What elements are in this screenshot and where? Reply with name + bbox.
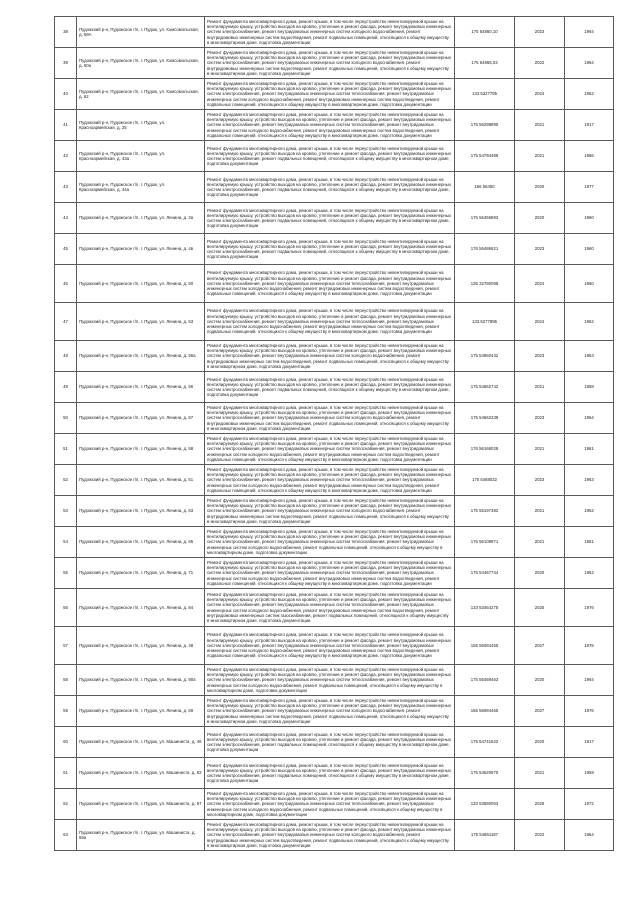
address-cell: Пудожский р-н, Пудожское г/п, г. Пудож, ул. Ленина, д. 3а [77, 203, 205, 234]
repair-register-table [54, 16, 614, 851]
row-number-cell: 59 [55, 696, 77, 727]
table-row [55, 558, 614, 589]
address-cell: Пудожский р-н, Пудожское г/п, г. Пудож, ул. Машиниста, д. 62 [77, 758, 205, 789]
work-types-cell: Ремонт фундамента многоквартирного дома, ремонт крыши, в том числе переустройство невентилируемой крыши на вентилируемую крышу, устройство выходов на кровлю, утепление и ремонт фасада, ремонт внутридомовых инженерных систем электроснабжения, ремонт внутридомовых инженерных систем теплоснабжения, ремонт внутридомовых инженерных систем холодного водоснабжения, ремонт подвальных помещений, относящихся к общему имуществу в многоквартирном доме, подготовка документации [205, 527, 455, 558]
planned-year-cell: 2023 [515, 465, 565, 496]
table-row [55, 789, 614, 820]
work-types-cell: Ремонт фундамента многоквартирного дома, ремонт крыши, в том числе переустройство невентилируемой крыши на вентилируемую крышу, устройство выходов на кровлю, утепление и ремонт фасада, ремонт внутридомовых инженерных систем электроснабжения, ремонт внутридомовых инженерных систем теплоснабжения, ремонт внутридомовых инженерных систем холодного водоснабжения, ремонт внутридомовых инженерных систем водоотведения, ремонт подвальных помещений, относящихся к общему имуществу в многоквартирном доме, подготовка документации [205, 110, 455, 141]
address-cell: Пудожский р-н, Пудожское г/п, г. Пудож, ул. Красноармейская, д. 25 [77, 110, 205, 141]
cost-cell: 176 56298895 [455, 110, 515, 141]
address-cell: Пудожский р-н, Пудожское г/п, г. Пудож, ул. Ленина, д. 57 [77, 403, 205, 434]
table-body [55, 17, 614, 851]
work-types-cell: Ремонт фундамента многоквартирного дома, ремонт крыши, в том числе переустройство невентилируемой крыши на вентилируемую крышу, устройство выходов на кровлю, утепление и ремонт фасада, ремонт внутридомовых инженерных систем электроснабжения, ремонт внутридомовых инженерных систем теплоснабжения, ремонт внутридомовых инженерных систем холодного водоснабжения, ремонт внутридомовых инженерных систем водоотведения, ремонт подвальных помещений, относящихся к общему имуществу в многоквартирном доме, подготовка документации [205, 79, 455, 110]
table-row [55, 234, 614, 265]
work-types-cell: Ремонт фундамента многоквартирного дома, ремонт крыши, в том числе переустройство невентилируемой крыши на вентилируемую крышу, устройство выходов на кровлю, утепление и ремонт фасада, ремонт внутридомовых инженерных систем электроснабжения, ремонт подвальных помещений, относящихся к общему имуществу в многоквартирном доме, подготовка документации [205, 203, 455, 234]
cost-cell: 175 54865,03 [455, 48, 515, 79]
row-number-cell: 52 [55, 465, 77, 496]
cost-cell: 133 53464275 [455, 589, 515, 627]
cost-cell: 175 55469463 [455, 665, 515, 696]
cost-cell: 133 5277895 [455, 303, 515, 341]
planned-year-cell: 2023 [515, 17, 565, 48]
address-cell: Пудожский р-н, Пудожское г/п, г. Пудож, ул. Машиниста, д. 57 [77, 789, 205, 820]
cost-cell: 175 54620975 [455, 758, 515, 789]
work-types-cell: Ремонт фундамента многоквартирного дома, ремонт крыши, в том числе переустройство невентилируемой крыши на вентилируемую крышу, устройство выходов на кровлю, утепление и ремонт фасада, ремонт внутридомовых инженерных систем электроснабжения, ремонт внутридомовых инженерных систем холодного водоснабжения, ремонт внутридомовых инженерных систем водоотведения, ремонт подвальных помещений, относящихся к общему имуществу в многоквартирном доме, подготовка документации [205, 403, 455, 434]
planned-year-cell: 2021 [515, 434, 565, 465]
construction-year-cell: 1962 [565, 558, 614, 589]
cost-cell: 176 56108971 [455, 527, 515, 558]
cost-cell: 156 56450 [455, 172, 515, 203]
planned-year-cell: 2021 [515, 496, 565, 527]
row-number-cell: 38 [55, 17, 77, 48]
construction-year-cell: 1976 [565, 589, 614, 627]
cost-cell: 175 54861187 [455, 820, 515, 851]
table-row [55, 303, 614, 341]
work-types-cell: Ремонт фундамента многоквартирного дома, ремонт крыши, в том числе переустройство невентилируемой крыши на вентилируемую крышу, устройство выходов на кровлю, утепление и ремонт фасада, ремонт внутридомовых инженерных систем электроснабжения, ремонт подвальных помещений, относящихся к общему имуществу в многоквартирном доме, подготовка документации [205, 141, 455, 172]
planned-year-cell: 2020 [515, 172, 565, 203]
construction-year-cell: 1966 [565, 141, 614, 172]
construction-year-cell: 1962 [565, 303, 614, 341]
table-row [55, 727, 614, 758]
work-types-cell: Ремонт фундамента многоквартирного дома, ремонт крыши, в том числе переустройство невентилируемой крыши на вентилируемую крышу, устройство выходов на кровлю, утепление и ремонт фасада, ремонт внутридомовых инженерных систем электроснабжения, ремонт внутридомовых инженерных систем холодного водоснабжения, ремонт внутридомовых инженерных систем водоотведения, ремонт подвальных помещений, относящихся к общему имуществу в многоквартирном доме, подготовка документации [205, 341, 455, 372]
table-row [55, 527, 614, 558]
address-cell: Пудожский р-н, Пудожское г/п, г. Пудож, ул. Ленина, д. 65 [77, 527, 205, 558]
planned-year-cell: 2021 [515, 758, 565, 789]
planned-year-cell: 2022 [515, 820, 565, 851]
cost-cell: 133 5327795 [455, 79, 515, 110]
row-number-cell: 58 [55, 665, 77, 696]
construction-year-cell: 1962 [565, 496, 614, 527]
planned-year-cell: 2020 [515, 727, 565, 758]
table-row [55, 110, 614, 141]
work-types-cell: Ремонт фундамента многоквартирного дома, ремонт крыши, в том числе переустройство невентилируемой крыши на вентилируемую крышу, устройство выходов на кровлю, утепление и ремонт фасада, ремонт внутридомовых инженерных систем электроснабжения, ремонт внутридомовых инженерных систем теплоснабжения, ремонт внутридомовых инженерных систем холодного водоснабжения, ремонт подвальных помещений, относящихся к общему имуществу в многоквартирном доме, подготовка документации [205, 665, 455, 696]
row-number-cell: 48 [55, 341, 77, 372]
table-row [55, 589, 614, 627]
construction-year-cell: 1917 [565, 110, 614, 141]
table-row [55, 696, 614, 727]
work-types-cell: Ремонт фундамента многоквартирного дома, ремонт крыши, в том числе переустройство невентилируемой крыши на вентилируемую крышу, устройство выходов на кровлю, утепление и ремонт фасада, ремонт внутридомовых инженерных систем электроснабжения, ремонт внутридомовых инженерных систем теплоснабжения, ремонт внутридомовых инженерных систем холодного водоснабжения, ремонт внутридомовых инженерных систем водоотведения, ремонт подвальных помещений, относящихся к общему имуществу в многоквартирном доме, подготовка документации [205, 303, 455, 341]
cost-cell: 175 54794489 [455, 141, 515, 172]
work-types-cell: Ремонт фундамента многоквартирного дома, ремонт крыши, в том числе переустройство невентилируемой крыши на вентилируемую крышу, устройство выходов на кровлю, утепление и ремонт фасада, ремонт внутридомовых инженерных систем электроснабжения, ремонт внутридомовых инженерных систем теплоснабжения, ремонт внутридомовых инженерных систем холодного водоснабжения, ремонт подвальных помещений, относящихся к общему имуществу в многоквартирном доме, подготовка документации [205, 789, 455, 820]
row-number-cell: 51 [55, 434, 77, 465]
cost-cell: 176 54467744 [455, 558, 515, 589]
cost-cell: 175 5468032 [455, 465, 515, 496]
planned-year-cell: 2027 [515, 627, 565, 665]
row-number-cell: 61 [55, 758, 77, 789]
table-row [55, 627, 614, 665]
row-number-cell: 45 [55, 234, 77, 265]
address-cell: Пудожский р-н, Пудожское г/п, г. Пудож, ул. Ленина, д. 69 [77, 696, 205, 727]
table-row [55, 203, 614, 234]
work-types-cell: Ремонт фундамента многоквартирного дома, ремонт крыши, в том числе переустройство невентилируемой крыши на вентилируемую крышу, устройство выходов на кровлю, утепление и ремонт фасада, ремонт внутридомовых инженерных систем электроснабжения, ремонт внутридомовых инженерных систем теплоснабжения, ремонт внутридомовых инженерных систем холодного водоснабжения, ремонт внутридомовых инженерных систем водоотведения, ремонт подвальных помещений, относящихся к общему имуществу в многоквартирном доме, подготовка документации [205, 465, 455, 496]
cost-cell: 175 54860432 [455, 341, 515, 372]
work-types-cell: Ремонт фундамента многоквартирного дома, ремонт крыши, в том числе переустройство невентилируемой крыши на вентилируемую крышу, устройство выходов на кровлю, утепление и ремонт фасада, ремонт внутридомовых инженерных систем электроснабжения, ремонт подвальных помещений, относящихся к общему имуществу в многоквартирном доме, подготовка документации [205, 727, 455, 758]
work-types-cell: Ремонт фундамента многоквартирного дома, ремонт крыши, в том числе переустройство невентилируемой крыши на вентилируемую крышу, устройство выходов на кровлю, утепление и ремонт фасада, ремонт внутридомовых инженерных систем электроснабжения, ремонт внутридомовых инженерных систем теплоснабжения, ремонт внутридомовых инженерных систем холодного водоснабжения, ремонт внутридомовых инженерных систем водоотведения, ремонт подвальных помещений, относящихся к общему имуществу в многоквартирном доме, подготовка документации [205, 627, 455, 665]
address-cell: Пудожский р-н, Пудожское г/п, г. Пудож, ул. Ленина, д. 56 [77, 372, 205, 403]
planned-year-cell: 2021 [515, 372, 565, 403]
table-row [55, 141, 614, 172]
address-cell: Пудожский р-н, Пудожское г/п, г. Пудож, ул. Ленина, д. 55а [77, 341, 205, 372]
table-row [55, 17, 614, 48]
construction-year-cell: 1958 [565, 372, 614, 403]
cost-cell: 175 54662239 [455, 403, 515, 434]
planned-year-cell: 2021 [515, 527, 565, 558]
row-number-cell: 62 [55, 789, 77, 820]
address-cell: Пудожский р-н, Пудожское г/п, г. Пудож, ул. Ленина, д. 90а [77, 665, 205, 696]
construction-year-cell: 1960 [565, 203, 614, 234]
address-cell: Пудожский р-н, Пудожское г/п, г. Пудож, ул. Машиниста, д. 59а [77, 820, 205, 851]
planned-year-cell: 2022 [515, 48, 565, 79]
construction-year-cell: 1972 [565, 789, 614, 820]
address-cell: Пудожский р-н, Пудожское г/п, г. Пудож, ул. Ленина, д. 63 [77, 496, 205, 527]
cost-cell: 176 56486621 [455, 234, 515, 265]
construction-year-cell: 1976 [565, 627, 614, 665]
table-row [55, 758, 614, 789]
row-number-cell: 44 [55, 203, 77, 234]
construction-year-cell: 1977 [565, 172, 614, 203]
work-types-cell: Ремонт фундамента многоквартирного дома, ремонт крыши, в том числе переустройство невентилируемой крыши на вентилируемую крышу, устройство выходов на кровлю, утепление и ремонт фасада, ремонт внутридомовых инженерных систем электроснабжения, ремонт внутридомовых инженерных систем холодного водоснабжения, ремонт внутридомовых инженерных систем водоотведения, ремонт подвальных помещений, относящихся к общему имуществу в многоквартирном доме, подготовка документации [205, 48, 455, 79]
work-types-cell: Ремонт фундамента многоквартирного дома, ремонт крыши, в том числе переустройство невентилируемой крыши на вентилируемую крышу, устройство выходов на кровлю, утепление и ремонт фасада, ремонт внутридомовых инженерных систем электроснабжения, ремонт подвальных помещений, относящихся к общему имуществу в многоквартирном доме, подготовка документации [205, 234, 455, 265]
address-cell: Пудожский р-н, Пудожское г/п, г. Пудож, ул. Ленина, д. 61 [77, 465, 205, 496]
cost-cell: 175 54741622 [455, 727, 515, 758]
row-number-cell: 47 [55, 303, 77, 341]
planned-year-cell: 2020 [515, 203, 565, 234]
address-cell: Пудожский р-н, Пудожское г/п, г. Пудож, ул. Комсомольская, д. 59А [77, 17, 205, 48]
cost-cell: 135 32780098 [455, 265, 515, 303]
row-number-cell: 53 [55, 496, 77, 527]
construction-year-cell: 1964 [565, 665, 614, 696]
row-number-cell: 50 [55, 403, 77, 434]
construction-year-cell: 1976 [565, 696, 614, 727]
construction-year-cell: 1917 [565, 727, 614, 758]
planned-year-cell: 2026 [515, 789, 565, 820]
address-cell: Пудожский р-н, Пудожское г/п, г. Пудож, ул. Комсомольская, д. 62 [77, 79, 205, 110]
row-number-cell: 56 [55, 589, 77, 627]
row-number-cell: 63 [55, 820, 77, 851]
planned-year-cell: 2024 [515, 79, 565, 110]
table-row [55, 434, 614, 465]
construction-year-cell: 1960 [565, 234, 614, 265]
work-types-cell: Ремонт фундамента многоквартирного дома, ремонт крыши, в том числе переустройство невентилируемой крыши на вентилируемую крышу, устройство выходов на кровлю, утепление и ремонт фасада, ремонт внутридомовых инженерных систем электроснабжения, ремонт внутридомовых инженерных систем холодного водоснабжения, ремонт внутридомовых инженерных систем водоотведения, ремонт подвальных помещений, относящихся к общему имуществу в многоквартирном доме, подготовка документации [205, 696, 455, 727]
planned-year-cell: 2023 [515, 341, 565, 372]
work-types-cell: Ремонт фундамента многоквартирного дома, ремонт крыши, в том числе переустройство невентилируемой крыши на вентилируемую крышу, устройство выходов на кровлю, утепление и ремонт фасада, ремонт внутридомовых инженерных систем электроснабжения, ремонт подвальных помещений, относящихся к общему имуществу в многоквартирном доме, подготовка документации [205, 172, 455, 203]
table-row [55, 465, 614, 496]
work-types-cell: Ремонт фундамента многоквартирного дома, ремонт крыши, в том числе переустройство невентилируемой крыши на вентилируемую крышу, устройство выходов на кровлю, утепление и ремонт фасада, ремонт внутридомовых инженерных систем электроснабжения, ремонт внутридомовых инженерных систем холодного водоснабжения, ремонт внутридомовых инженерных систем водоотведения, ремонт подвальных помещений, относящихся к общему имуществу в многоквартирном доме, подготовка документации [205, 17, 455, 48]
work-types-cell: Ремонт фундамента многоквартирного дома, ремонт крыши, в том числе переустройство невентилируемой крыши на вентилируемую крышу, устройство выходов на кровлю, утепление и ремонт фасада, ремонт внутридомовых инженерных систем электроснабжения, ремонт внутридомовых инженерных систем теплоснабжения, ремонт внутридомовых инженерных систем холодного водоснабжения, ремонт внутридомовых инженерных систем водоотведения, ремонт подвальных помещений, относящихся к общему имуществу в многоквартирном доме, подготовка документации [205, 434, 455, 465]
table-row [55, 665, 614, 696]
address-cell: Пудожский р-н, Пудожское г/п, г. Пудож, ул. Ленина, д. 48 [77, 627, 205, 665]
planned-year-cell: 2021 [515, 110, 565, 141]
planned-year-cell: 2021 [515, 141, 565, 172]
row-number-cell: 55 [55, 558, 77, 589]
table-row [55, 372, 614, 403]
construction-year-cell: 1961 [565, 434, 614, 465]
planned-year-cell: 2025 [515, 589, 565, 627]
construction-year-cell: 1962 [565, 79, 614, 110]
row-number-cell: 41 [55, 110, 77, 141]
table-row [55, 403, 614, 434]
cost-cell: 176 56456893 [455, 203, 515, 234]
address-cell: Пудожский р-н, Пудожское г/п, г. Пудож, ул. Комсомольская, д. 60а [77, 48, 205, 79]
construction-year-cell: 1963 [565, 341, 614, 372]
address-cell: Пудожский р-н, Пудожское г/п, г. Пудож, ул. Красноармейская, д. 43а [77, 141, 205, 172]
cost-cell: 133 53580053 [455, 789, 515, 820]
planned-year-cell: 2020 [515, 558, 565, 589]
planned-year-cell: 2024 [515, 265, 565, 303]
work-types-cell: Ремонт фундамента многоквартирного дома, ремонт крыши, в том числе переустройство невентилируемой крыши на вентилируемую крышу, устройство выходов на кровлю, утепление и ремонт фасада, ремонт внутридомовых инженерных систем электроснабжения, ремонт внутридомовых инженерных систем холодного водоснабжения, ремонт внутридомовых инженерных систем водоотведения, ремонт подвальных помещений, относящихся к общему имуществу в многоквартирном доме, подготовка документации [205, 820, 455, 851]
table-row [55, 172, 614, 203]
work-types-cell: Ремонт фундамента многоквартирного дома, ремонт крыши, в том числе переустройство невентилируемой крыши на вентилируемую крышу, устройство выходов на кровлю, утепление и ремонт фасада, ремонт внутридомовых инженерных систем электроснабжения, ремонт внутридомовых инженерных систем теплоснабжения, ремонт внутридомовых инженерных систем холодного водоснабжения, ремонт внутридомовых инженерных систем водоотведения, ремонт подвальных помещений, относящихся к общему имуществу в многоквартирном доме, подготовка документации [205, 265, 455, 303]
cost-cell: 156 56084455 [455, 696, 515, 727]
work-types-cell: Ремонт фундамента многоквартирного дома, ремонт крыши, в том числе переустройство невентилируемой крыши на вентилируемую крышу, устройство выходов на кровлю, утепление и ремонт фасада, ремонт внутридомовых инженерных систем электроснабжения, ремонт внутридомовых инженерных систем теплоснабжения, ремонт внутридомовых инженерных систем холодного водоснабжения, ремонт внутридомовых инженерных систем водоотведения, ремонт подвальных помещений, относящихся к общему имуществу в многоквартирном доме, подготовка документации [205, 558, 455, 589]
address-cell: Пудожский р-н, Пудожское г/п, г. Пудож, ул. Красноармейская, д. 44а [77, 172, 205, 203]
address-cell: Пудожский р-н, Пудожское г/п, г. Пудож, ул. Ленина, д. 4в [77, 234, 205, 265]
planned-year-cell: 2020 [515, 665, 565, 696]
row-number-cell: 49 [55, 372, 77, 403]
work-types-cell: Ремонт фундамента многоквартирного дома, ремонт крыши, в том числе переустройство невентилируемой крыши на вентилируемую крышу, устройство выходов на кровлю, утепление и ремонт фасада, ремонт внутридомовых инженерных систем электроснабжения, ремонт подвальных помещений, относящихся к общему имуществу в многоквартирном доме, подготовка документации [205, 372, 455, 403]
cost-cell: 156 56084455 [455, 627, 515, 665]
row-number-cell: 46 [55, 265, 77, 303]
table-row [55, 265, 614, 303]
address-cell: Пудожский р-н, Пудожское г/п, г. Пудож, ул. Машиниста, д. 46 [77, 727, 205, 758]
table-row [55, 341, 614, 372]
address-cell: Пудожский р-н, Пудожское г/п, г. Пудож, ул. Ленина, д. 50 [77, 265, 205, 303]
address-cell: Пудожский р-н, Пудожское г/п, г. Пудож, ул. Ленина, д. 71 [77, 558, 205, 589]
construction-year-cell: 1961 [565, 527, 614, 558]
address-cell: Пудожский р-н, Пудожское г/п, г. Пудож, ул. Ленина, д. 53 [77, 303, 205, 341]
planned-year-cell: 2023 [515, 403, 565, 434]
row-number-cell: 42 [55, 141, 77, 172]
row-number-cell: 40 [55, 79, 77, 110]
row-number-cell: 43 [55, 172, 77, 203]
row-number-cell: 54 [55, 527, 77, 558]
table-row [55, 496, 614, 527]
row-number-cell: 57 [55, 627, 77, 665]
construction-year-cell: 1964 [565, 48, 614, 79]
construction-year-cell: 1960 [565, 265, 614, 303]
table-row [55, 79, 614, 110]
cost-cell: 175 54860,10 [455, 17, 515, 48]
cost-cell: 176 56168028 [455, 434, 515, 465]
construction-year-cell: 1964 [565, 17, 614, 48]
planned-year-cell: 2023 [515, 234, 565, 265]
construction-year-cell: 1963 [565, 465, 614, 496]
cost-cell: 175 54652742 [455, 372, 515, 403]
construction-year-cell: 1964 [565, 403, 614, 434]
table-row [55, 820, 614, 851]
table-row [55, 48, 614, 79]
row-number-cell: 60 [55, 727, 77, 758]
construction-year-cell: 1959 [565, 758, 614, 789]
work-types-cell: Ремонт фундамента многоквартирного дома, ремонт крыши, в том числе переустройство невентилируемой крыши на вентилируемую крышу, устройство выходов на кровлю, утепление и ремонт фасада, ремонт внутридомовых инженерных систем электроснабжения, ремонт внутридомовых инженерных систем теплоснабжения, ремонт внутридомовых инженерных систем холодного водоснабжения, ремонт внутридомовых инженерных систем водоотведения, ремонт внутридомовых инженерных систем газоснабжения, ремонт подвальных помещений, относящихся к общему имуществу в многоквартирном доме, подготовка документации [205, 589, 455, 627]
address-cell: Пудожский р-н, Пудожское г/п, г. Пудож, ул. Ленина, д. 84 [77, 589, 205, 627]
row-number-cell: 39 [55, 48, 77, 79]
construction-year-cell: 1964 [565, 820, 614, 851]
planned-year-cell: 2027 [515, 696, 565, 727]
work-types-cell: Ремонт фундамента многоквартирного дома, ремонт крыши, в том числе переустройство невентилируемой крыши на вентилируемую крышу, устройство выходов на кровлю, утепление и ремонт фасада, ремонт внутридомовых инженерных систем электроснабжения, ремонт внутридомовых инженерных систем холодного водоснабжения, ремонт внутридомовых инженерных систем водоотведения, ремонт подвальных помещений, относящихся к общему имуществу в многоквартирном доме, подготовка документации [205, 496, 455, 527]
cost-cell: 175 55197382 [455, 496, 515, 527]
address-cell: Пудожский р-н, Пудожское г/п, г. Пудож, ул. Ленина, д. 58 [77, 434, 205, 465]
planned-year-cell: 2024 [515, 303, 565, 341]
work-types-cell: Ремонт фундамента многоквартирного дома, ремонт крыши, в том числе переустройство невентилируемой крыши на вентилируемую крышу, устройство выходов на кровлю, утепление и ремонт фасада, ремонт внутридомовых инженерных систем электроснабжения, ремонт подвальных помещений, относящихся к общему имуществу в многоквартирном доме, подготовка документации [205, 758, 455, 789]
